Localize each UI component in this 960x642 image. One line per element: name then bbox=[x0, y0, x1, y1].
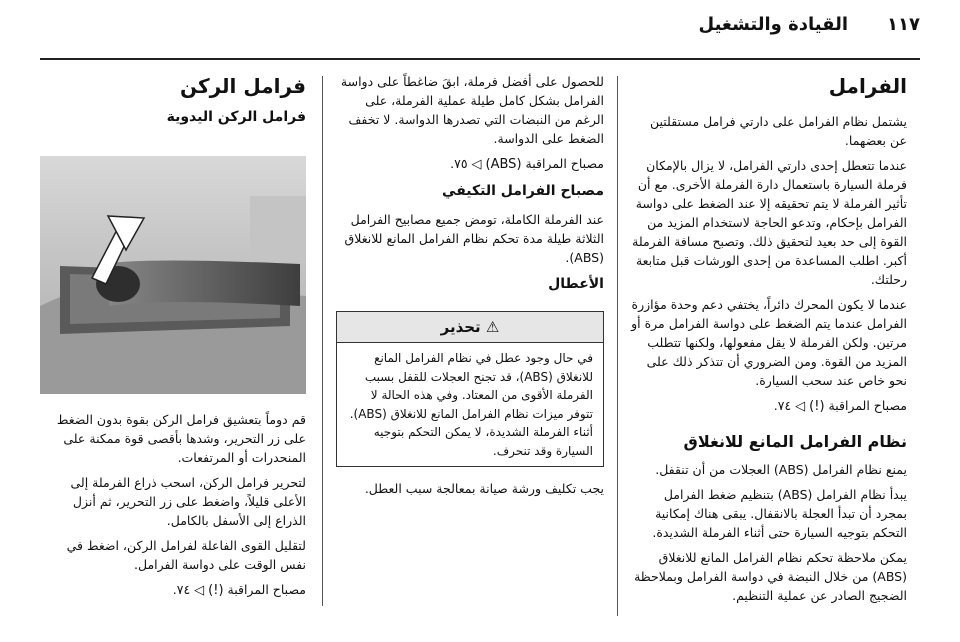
paragraph: قم دوماً بتعشيق فرامل الركن بقوة بدون الضغط على زر التحرير، وشدها بأقصى قوة ممكنة على المنحدرات أو المرتفعات. bbox=[56, 412, 306, 465]
brake-warning-icon: (!) bbox=[809, 399, 825, 414]
paragraph: يشتمل نظام الفرامل على دارتي فرامل مستقلتين عن بعضهما. bbox=[650, 114, 907, 148]
paragraph: للحصول على أفضل فرملة، ابقَ ضاغطاً على دواسة الفرامل بشكل كامل طيلة عملية الفرملة، على الرغم من النبضات التي تصدرها الدواسة. لا تخفف الضغط على الدواسة. bbox=[340, 74, 604, 146]
section-title: القيادة والتشغيل bbox=[698, 14, 848, 35]
paragraph: عندما تتعطل إحدى دارتي الفرامل، لا يزال بالإمكان فرملة السيارة باستعمال دارة الفرملة الأخرى. مع أن تأثير الفرملة لا يتم تحقيقه إلا عند الضغط على دواسة الفرامل بإحكام، وتدعو الحاجة لاستخدام المزيد من القوة إلى حد بعيد لتحقيق ذلك. وتصبح مسافة الفرملة أكبر. اطلب المساعدة من إحدى الورشات قبل متابعة رحلتك. bbox=[632, 158, 907, 287]
column-parking-brake bbox=[40, 72, 306, 606]
heading-brakes: الفرامل bbox=[828, 74, 907, 98]
paragraph: يجب تكليف ورشة صيانة بمعالجة سبب العطل. bbox=[364, 481, 604, 496]
reference-page: ٧٤. bbox=[773, 398, 792, 413]
heading-faults: الأعطال bbox=[548, 276, 604, 292]
header-rule bbox=[40, 58, 920, 60]
warning-header bbox=[337, 312, 603, 343]
column-brakes bbox=[631, 72, 907, 611]
column-divider-left bbox=[322, 76, 323, 606]
parking-brake-illustration bbox=[40, 156, 306, 394]
running-header bbox=[40, 14, 920, 50]
heading-manual-parking-brake: فرامل الركن اليدوية bbox=[166, 109, 306, 125]
parking-brake-photo bbox=[40, 156, 306, 394]
heading-parking-brake: فرامل الركن bbox=[179, 74, 306, 98]
cross-reference bbox=[631, 396, 907, 416]
brake-warning-icon: (!) bbox=[208, 583, 224, 598]
warning-triangle-icon: ⚠ bbox=[485, 318, 500, 336]
warning-box bbox=[336, 311, 604, 467]
warning-body: في حال وجود عطل في نظام الفرامل المانع للانغلاق (ABS)، قد تجنح العجلات للقفل بسبب الفرملة الأقوى من المعتاد. وفي هذه الحالة لا تتوفر ميزات نظام الفرامل المانع للانغلاق (ABS). أثناء الفرملة الشديدة، لا يمكن التحكم بتوجيه السيارة وقد تنحرف. bbox=[349, 351, 593, 458]
reference-arrow-icon: ◁ bbox=[471, 157, 482, 172]
reference-label: مصباح المراقبة bbox=[525, 156, 604, 171]
reference-label: مصباح المراقبة bbox=[828, 398, 907, 413]
paragraph: يبدأ نظام الفرامل (ABS) بتنظيم ضغط الفرامل بمجرد أن تبدأ العجلة بالانقفال. يبقى هناك إمكانية التحكم بتوجيه السيارة حتى أثناء الفرملة الشديدة. bbox=[652, 487, 907, 540]
reference-page: ٧٤. bbox=[172, 582, 191, 597]
paragraph: لتحرير فرامل الركن، اسحب ذراع الفرملة إلى الأعلى قليلاً، واضغط على زر التحرير، ثم أنزل الذراع إلى الأسفل بالكامل. bbox=[70, 475, 306, 528]
cross-reference bbox=[336, 154, 604, 174]
column-divider-right bbox=[617, 76, 618, 616]
reference-label: مصباح المراقبة bbox=[227, 582, 306, 597]
paragraph: لتقليل القوى الفاعلة لفرامل الركن، اضغط في نفس الوقت على دواسة الفرامل. bbox=[66, 538, 306, 572]
warning-title: تحذير bbox=[440, 318, 481, 336]
abs-warning-icon: (ABS) bbox=[485, 157, 522, 172]
paragraph: عندما لا يكون المحرك دائراً، يختفي دعم وحدة مؤازرة الفرامل عندما يتم الضغط على دواسة الفرامل مرة أو مرتين. ولكن الفرملة لا يقل مفعولها، ولكنها تتطلب المزيد من القوة. ومن الضروري أن تتذكر ذلك على نحو خاص عند سحب السيارة. bbox=[631, 297, 907, 388]
paragraph: يمنع نظام الفرامل (ABS) العجلات من أن تنقفل. bbox=[655, 462, 907, 477]
reference-arrow-icon: ◁ bbox=[795, 399, 806, 414]
reference-arrow-icon: ◁ bbox=[194, 583, 205, 598]
reference-page: ٧٥. bbox=[450, 156, 468, 171]
paragraph: يمكن ملاحظة تحكم نظام الفرامل المانع للانغلاق (ABS) من خلال النبضة في دواسة الفرامل وبملاحظة الضجيج الصادر عن عملية التنظيم. bbox=[634, 550, 907, 603]
heading-adaptive-brake-light: مصباح الفرامل التكيفي bbox=[442, 183, 604, 199]
cross-reference bbox=[40, 580, 306, 600]
column-abs-continued bbox=[336, 72, 604, 504]
paragraph: عند الفرملة الكاملة، تومض جميع مصابيح الفرامل الثلاثة طيلة مدة تحكم نظام الفرامل المانع للانغلاق (ABS). bbox=[344, 212, 604, 265]
page-number: ١١٧ bbox=[887, 14, 920, 35]
heading-abs: نظام الفرامل المانع للانغلاق bbox=[683, 432, 907, 451]
